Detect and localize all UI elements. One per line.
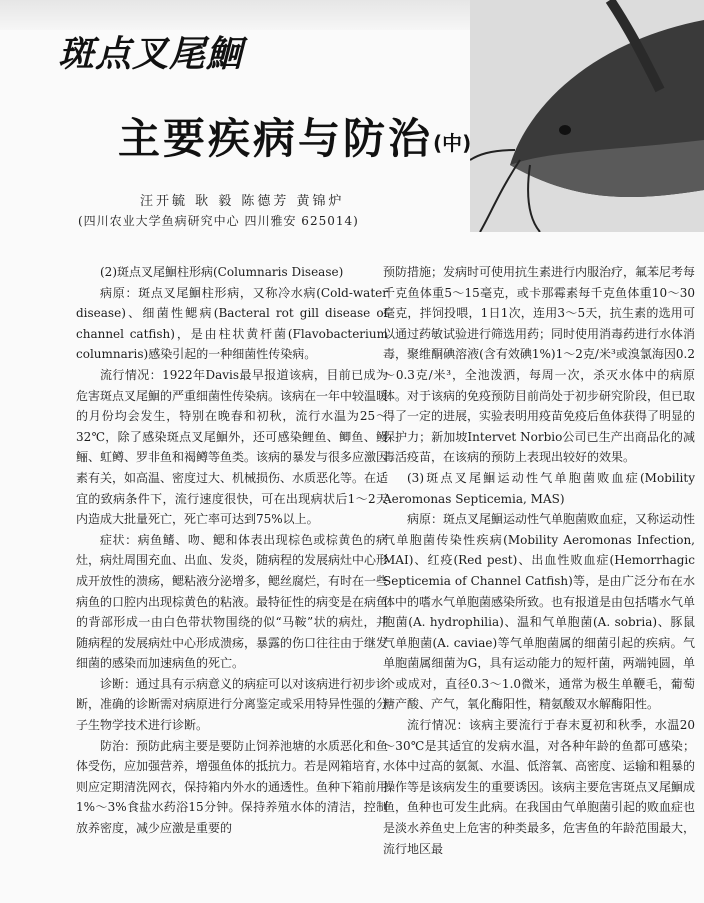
affiliation: (四川农业大学鱼病研究中心 四川雅安 625014) xyxy=(78,214,359,228)
part-label: (中) xyxy=(433,131,472,155)
paragraph: (2)斑点叉尾鮰柱形病(Columnaris Disease) xyxy=(100,265,344,279)
catfish-photo xyxy=(470,0,704,232)
paragraph: 防治：预防此病主要是要防止饲养池塘的水质恶化和鱼体受伤，应加强营养，增强鱼体的抵抗力。若是网箱培育，则应定期清洗网衣，保持箱内外水的通透性。鱼种下箱前用1%～3%食盐水药浴15分钟。保持养殖水体的清洁，控制放养密度，减少应激是重要的 xyxy=(76,738,389,836)
series-title: 斑点叉尾鮰 xyxy=(58,34,244,75)
authors: 汪开毓 耿 毅 陈德芳 黄锦炉 xyxy=(140,194,345,209)
paragraph: 病原：斑点叉尾鮰运动性气单胞菌败血症，又称运动性气单胞菌传染性疾病(Mobility Aeromonas Infection, MAI)、红疫(Red pest)、出血性败血症(Hemorrhagic Septicemia of Channel Catfish)等，是由广泛分布在水体中的嗜水气单胞菌感染所致。也有报道是由包括嗜水气单胞菌(A. hydrophilia)、温和气单胞菌(A. sobria)、豚鼠气单胞菌(A. caviae)等气单胞菌属的细菌引起的疾病。气单胞菌属细菌为G，具有运动能力的短杆菌，两端钝圆，单个或成对，直径0.3～1.0微米，通常为极生单鞭毛，葡萄糖产酸、产气，氧化酶阳性，精氨酸双水解酶阳性。 xyxy=(383,512,696,712)
paragraph: 诊断：通过具有示病意义的病症可以对该病进行初步诊断，准确的诊断需对病原进行分离鉴定或采用特异性强的分子生物学技术进行诊断。 xyxy=(76,676,389,733)
catfish-illustration xyxy=(470,0,704,232)
paragraph: 症状：病鱼鳍、吻、鳃和体表出现棕色或棕黄色的病灶，病灶周围充血、出血、发炎，随病程的发展病灶中心形成开放性的溃疡，鳃粘液分泌增多，鳃丝腐烂，有时在一些病鱼的口腔内出现棕黄色的粘液。最特征性的病变是在病鱼的背部形成一由白色带状物围绕的似“马鞍”状的病灶，并随病程的发展病灶中心形成溃疡，暴露的伤口往往由于继发细菌的感染而加速病鱼的死亡。 xyxy=(76,532,389,671)
paragraph: (3)斑点叉尾鮰运动性气单胞菌败血症(Mobility Aeromonas Septicemia, MAS) xyxy=(383,470,695,506)
main-title-text: 主要疾病与防治 xyxy=(118,114,434,163)
right-column xyxy=(383,262,695,859)
paragraph: 流行情况：该病主要流行于春末夏初和秋季，水温20～30℃是其适宜的发病水温，对各种年龄的鱼都可感染；水体中过高的氨氮、水温、低溶氧、高密度、运输和粗暴的操作等是该病发生的重要诱因。该病主要危害斑点叉尾鮰成鱼，鱼种也可发生此病。在我国由气单胞菌引起的败血症也是淡水养鱼史上危害的种类最多，危害鱼的年龄范围最大，流行地区最 xyxy=(383,718,696,856)
paragraph: 预防措施；发病时可使用抗生素进行内服治疗，氟苯尼考每千克鱼体重5～15毫克，或卡那霉素每千克鱼体重10～30毫克，拌饲投喂，1日1次，连用3～5天，抗生素的选用可以通过药敏试验进行筛选用药；同时使用消毒药进行水体消毒，聚维酮碘溶液(含有效碘1%)1～2克/米³或溴氯海因0.2～0.3克/米³，全池泼洒，每周一次，杀灭水体中的病原体。对于该病的免疫预防目前尚处于初步研究阶段，但已取得了一定的进展，实验表明用疫苗免疫后鱼体获得了明显的保护力；新加坡Intervet Norbio公司已生产出商品化的减毒活疫苗，在该病的预防上表现出较好的效果。 xyxy=(383,265,696,465)
page-title xyxy=(118,106,471,166)
paragraph: 流行情况：1922年Davis最早报道该病，目前已成为危害斑点叉尾鮰的严重细菌性传染病。该病在一年中较温暖的月份均会发生，特别在晚春和初秋，流行水温为25～32℃，除了感染斑点叉尾鮰外，还可感染鲤鱼、鲫鱼、鳗鲡、虹鳟、罗非鱼和褐鳟等鱼类。该病的暴发与很多应激因素有关，如高温、密度过大、机械损伤、水质恶化等。在适宜的致病条件下，流行速度很快，可在出现病状后1～2天内造成大批量死亡，死亡率可达到75%以上。 xyxy=(76,367,389,527)
left-column xyxy=(76,262,388,839)
paragraph: 病原：斑点叉尾鮰柱形病，又称冷水病(Cold-water disease)、细菌性鳃病(Bacteral rot gill disease of channel catfish)，是由柱状黄杆菌(Flavobacterium columnaris)感染引起的一种细菌性传染病。 xyxy=(76,285,388,362)
